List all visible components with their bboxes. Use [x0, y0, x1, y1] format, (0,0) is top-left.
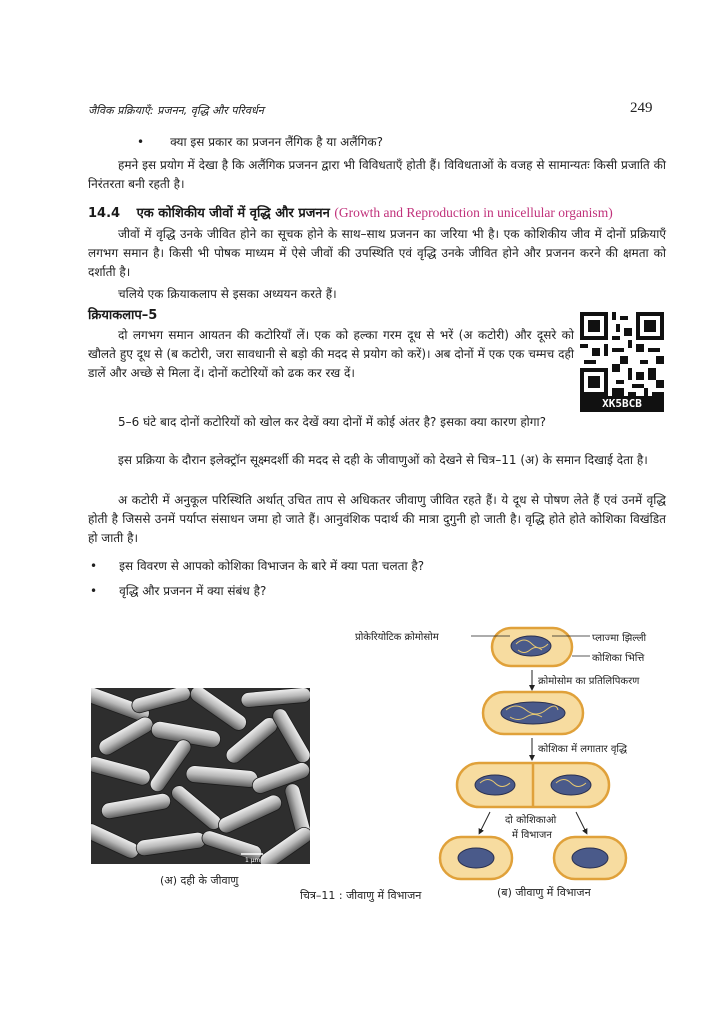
label-cell-wall: कोशिका भित्ति [592, 653, 645, 664]
bullet-question-intro [137, 133, 383, 152]
bullet-dot-icon: • [90, 584, 98, 598]
section-title-hindi: एक कोशिकीय जीवों में वृद्धि और प्रजनन [136, 206, 330, 221]
bullet-text: वृद्धि और प्रजनन में क्या संबंध है? [119, 584, 267, 598]
activity-paragraph-4: अ कटोरी में अनुकूल परिस्थिति अर्थात् उचित ताप से अधिकतर जीवाणु जीवित रहते हैं। ये दूध से पोषण लेते हैं एवं उनमें वृद्धि होती है जिससे उनमें पर्याप्त संसाधन जमा हो जाते हैं। आनुवंशिक पदार्थ की मात्रा दुगुनी हो जाती है। वृद्धि होते होते कोशिका विखंडित हो जाती है। [88, 493, 666, 545]
section-paragraph-1: जीवों में वृद्धि उनके जीवित होने का सूचक होने के साथ–साथ प्रजनन का जरिया भी है। एक कोशिकीय जीव में दोनों प्रक्रियाएँ लगभग समान है। किसी भी पोषक माध्यम में ऐसे जीवों की उपस्थिति एवं वृद्धि उनके जीवित होने और प्रजनन करने की क्षमता को दर्शाती है। [88, 227, 666, 279]
page-number: 249 [630, 100, 653, 116]
label-chromosome-replication: क्रोमोसोम का प्रतिलिपिकरण [538, 676, 640, 687]
running-header: जैविक प्रक्रियाएँ: प्रजनन, वृद्धि और परिवर्धन [88, 104, 264, 117]
bullet-dot-icon: • [137, 135, 145, 149]
label-plasma-membrane: प्लाज्मा झिल्ली [592, 633, 647, 644]
section-title-english: (Growth and Reproduction in unicellular organism) [334, 205, 613, 220]
bullet-text: इस विवरण से आपको कोशिका विभाजन के बारे में क्या पता चलता है? [119, 559, 425, 573]
caption-figure-b: (ब) जीवाणु में विभाजन [497, 886, 591, 899]
bullet-growth-division [90, 557, 424, 576]
binary-fission-diagram [340, 620, 724, 890]
section-heading [88, 203, 688, 221]
label-two-cells: दो कोशिकाओ [505, 815, 557, 826]
cell-stage-4-left [440, 837, 512, 879]
qr-pattern-icon [580, 312, 664, 396]
label-division: में विभाजन [512, 830, 552, 841]
chromosome-icon [551, 775, 591, 795]
cell-stage-4-right [554, 837, 626, 879]
label-prokaryotic-chromosome: प्रोकेरियोटिक क्रोमोसोम [355, 632, 439, 643]
caption-figure-main: चित्र–11 : जीवाणु में विभाजन [300, 889, 422, 902]
activity-paragraph-3: इस प्रक्रिया के दौरान इलेक्ट्रॉन सूक्ष्मदर्शी की मदद से दही के जीवाणुओं को देखने से चित्र–11 (अ) के समान दिखाई देता है। [118, 453, 648, 467]
qr-code-label: XK5BCB [580, 396, 664, 412]
rod-bacteria-image [91, 688, 310, 864]
bullet-text: क्या इस प्रकार का प्रजनन लैंगिक है या अलैंगिक? [170, 135, 383, 149]
label-continuous-growth: कोशिका में लगातार वृद्धि [538, 744, 627, 755]
section-paragraph-2: चलिये एक क्रियाकलाप से इसका अध्ययन करते हैं। [118, 287, 337, 301]
bullet-dot-icon: • [90, 559, 98, 573]
chromosome-icon [458, 848, 494, 868]
cell-stage-3 [457, 763, 609, 807]
section-number: 14.4 [88, 206, 121, 221]
activity-paragraph-2: 5–6 घंटे बाद दोनों कटोरियों को खोल कर देखें क्या दोनों में कोई अंतर है? इसका क्या कारण होगा? [118, 415, 547, 429]
activity-paragraph-1: दो लगभग समान आयतन की कटोरियाँ लें। एक को हल्का गरम दूध से भरें (अ कटोरी) और दूसरे को खौलते हुए दूध से (ब कटोरी, जरा सावधानी से बड़ो की मदद से प्रयोग को करें)। अब दोनों में एक एक चम्मच दही डालें और अच्छे से मिला दें। दोनों कटोरियों को ढक कर रख दें। [88, 328, 574, 380]
cell-stage-1 [492, 628, 572, 666]
cell-stage-2 [483, 692, 583, 734]
intro-paragraph: हमने इस प्रयोग में देखा है कि अलैंगिक प्रजनन द्वारा भी विविधताएँ होती हैं। विविधताओं के वजह से सामान्यतः किसी प्रजाति की निरंतरता बनी रहती है। [88, 158, 666, 191]
chromosome-icon [572, 848, 608, 868]
chromosome-icon [475, 775, 515, 795]
chromosome-icon [501, 702, 565, 724]
caption-figure-a: (अ) दही के जीवाणु [160, 874, 239, 887]
scale-bar-label: 1 µm [245, 857, 261, 864]
activity-title: क्रियाकलाप–5 [88, 308, 158, 323]
bacteria-micrograph [91, 688, 310, 864]
bullet-growth-reproduction [90, 582, 266, 601]
qr-code[interactable] [580, 312, 664, 412]
